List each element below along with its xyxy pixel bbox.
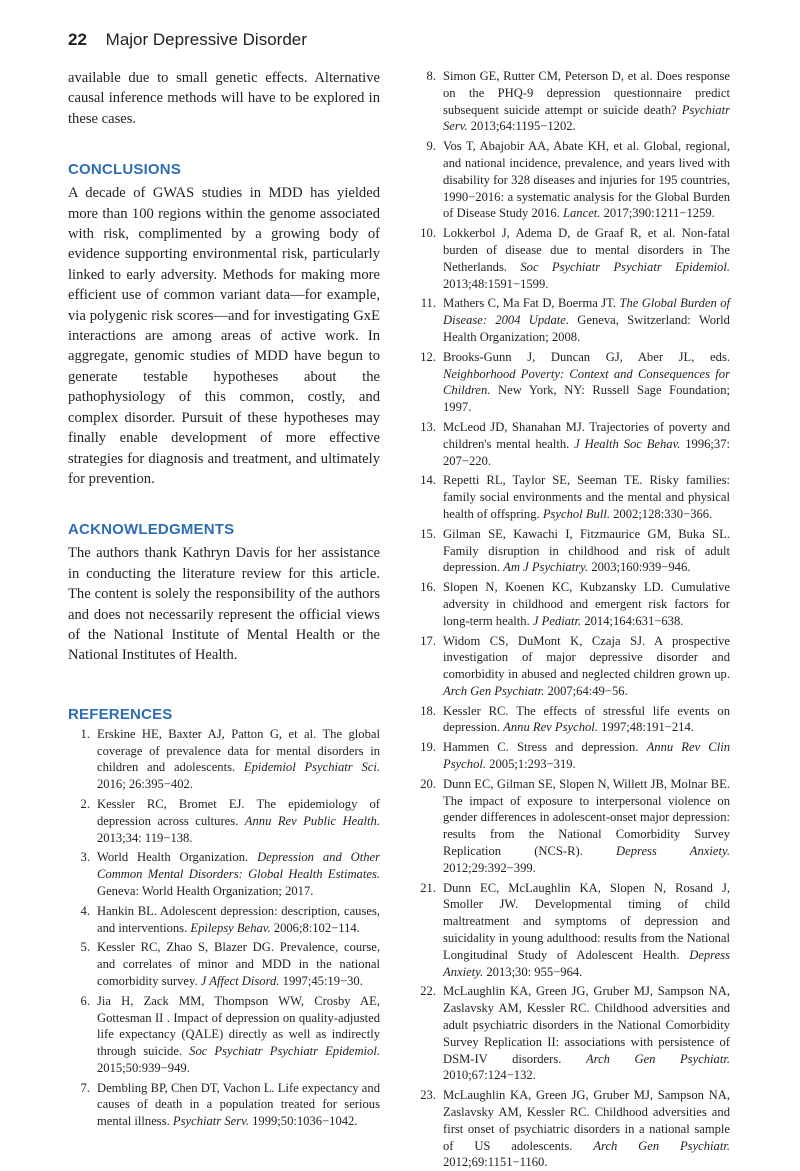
reference-text <box>97 849 380 899</box>
reference-item <box>416 983 730 1084</box>
reference-authors-title: Kessler RC, Zhao S, Blazer DG. Prevalence, course, and correlates of minor and MDD in the national comorbidity survey. <box>97 940 380 988</box>
reference-text <box>443 225 730 292</box>
reference-authors-title: Dunn EC, McLaughlin KA, Slopen N, Rosand J, Smoller JW. Developmental timing of child maltreatment and symptoms of depression and suicidality in young adulthood: results from the National Longitudinal Study of Adolescent Health. <box>443 880 730 962</box>
reference-number: 22. <box>420 984 436 999</box>
reference-text <box>443 983 730 1084</box>
reference-number: 2. <box>80 796 90 811</box>
reference-authors-title: Kessler RC. The effects of stressful life events on depression. <box>443 703 730 735</box>
reference-item <box>416 349 730 416</box>
reference-citation: 2002;128:330−366. <box>613 506 713 521</box>
references-list-left <box>68 726 380 1130</box>
reference-journal: Depression and Other Common Mental Disorders: Global Health Estimates. <box>97 850 380 882</box>
reference-citation: 2012;29:392−399. <box>443 860 536 875</box>
reference-number: 20. <box>420 776 436 791</box>
reference-text <box>443 739 730 773</box>
reference-citation: 2003;160:939−946. <box>591 560 691 575</box>
reference-text <box>443 633 730 700</box>
reference-number: 13. <box>420 419 436 434</box>
reference-journal: Psychiatr Serv. <box>172 1114 249 1129</box>
reference-text <box>97 903 380 937</box>
reference-number: 12. <box>420 349 436 364</box>
reference-citation: Geneva: World Health Organization; 2017. <box>97 883 314 898</box>
reference-text <box>443 419 730 469</box>
reference-number: 11. <box>420 296 436 311</box>
reference-text <box>443 526 730 576</box>
reference-number: 19. <box>420 740 436 755</box>
acknowledgments-text: The authors thank Kathryn Davis for her assistance in conducting the literature review for this article. The content is solely the responsibility of the authors and does not necessarily represent the official views of the National Institute of Mental Health or the National Institutes of Health. <box>68 545 380 664</box>
reference-authors-title: Dunn EC, Gilman SE, Slopen N, Willett JB, Molnar BE. The impact of exposure to interpersonal violence on gender differences in adolescent-onset major depression: results from the National Comorbidity Survey Replication (NCS-R). <box>443 776 730 859</box>
reference-text <box>443 703 730 737</box>
reference-number: 21. <box>420 880 436 895</box>
reference-text <box>443 295 730 345</box>
reference-journal: J Health Soc Behav. <box>574 436 681 451</box>
reference-text <box>97 1080 380 1130</box>
reference-authors-title: Hankin BL. Adolescent depression: description, causes, and interventions. <box>97 903 380 935</box>
reference-citation: 2016; 26:395−402. <box>97 777 193 792</box>
intro-fragment: available due to small genetic effects. Alternative causal inference methods will have to be explored in these cases. <box>68 70 380 127</box>
reference-number: 8. <box>426 69 436 83</box>
reference-number: 16. <box>420 580 436 595</box>
reference-journal: The Global Burden of Disease: 2004 Update. <box>443 296 730 328</box>
reference-item <box>416 68 730 135</box>
reference-item <box>416 739 730 773</box>
reference-journal: J Affect Disord. <box>200 973 280 988</box>
right-column <box>416 68 730 1171</box>
running-header <box>68 30 307 50</box>
reference-text <box>97 796 380 846</box>
reference-journal: Am J Psychiatry. <box>503 560 589 575</box>
reference-number: 17. <box>420 633 436 648</box>
reference-item <box>416 419 730 469</box>
reference-authors-title: Lokkerbol J, Adema D, de Graaf R, et al. Non-fatal burden of disease due to mental disorders in The Netherlands. <box>443 226 730 274</box>
reference-item <box>68 903 380 937</box>
reference-journal: Depress Anxiety. <box>616 844 730 859</box>
reference-item <box>416 526 730 576</box>
reference-number: 1. <box>80 726 90 741</box>
reference-authors-title: Widom CS, DuMont K, Czaja SJ. A prospective investigation of major depressive disorder and comorbidity in abused and neglected children grown up. <box>443 633 730 682</box>
reference-authors-title: Slopen N, Koenen KC, Kubzansky LD. Cumulative adversity in childhood and emergent risk factors for long-term health. <box>443 580 730 628</box>
reference-citation: 2013;48:1591−1599. <box>443 276 549 291</box>
reference-journal: Depress Anxiety. <box>443 947 730 979</box>
reference-item <box>68 939 380 989</box>
reference-number: 7. <box>80 1080 90 1095</box>
reference-item <box>68 849 380 899</box>
page-number: 22 <box>68 30 87 49</box>
reference-item <box>416 880 730 981</box>
reference-citation: 1996;37: 207−220. <box>443 436 730 468</box>
reference-citation: 2013;34: 119−138. <box>97 830 193 845</box>
reference-number: 10. <box>420 226 436 241</box>
reference-number: 15. <box>420 526 436 541</box>
reference-authors-title: Simon GE, Rutter CM, Peterson D, et al. Does response on the PHQ-9 depression questionnaire predict subsequent suicide attempt or suicide death? <box>443 69 730 117</box>
reference-item <box>416 703 730 737</box>
left-column <box>68 68 380 1130</box>
reference-authors-title: McLeod JD, Shanahan MJ. Trajectories of poverty and children's mental health. <box>443 419 730 451</box>
reference-text <box>443 68 730 135</box>
reference-item <box>416 776 730 877</box>
reference-journal: Psychol Bull. <box>542 506 610 521</box>
reference-number: 6. <box>80 993 90 1008</box>
reference-citation: 2013;30: 955−964. <box>486 964 583 979</box>
reference-journal: Arch Gen Psychiatr. <box>443 683 545 698</box>
reference-citation: 2013;64:1195−1202. <box>470 119 576 134</box>
reference-citation: 1997;48:191−214. <box>601 720 694 735</box>
reference-citation: New York, NY: Russell Sage Foundation; 1997. <box>443 383 730 415</box>
reference-authors-title: Kessler RC, Bromet EJ. The epidemiology of depression across cultures. <box>97 796 380 828</box>
acknowledgments-heading: ACKNOWLEDGMENTS <box>68 521 235 539</box>
conclusions-heading: CONCLUSIONS <box>68 161 182 179</box>
reference-item <box>68 796 380 846</box>
reference-journal: J Pediatr. <box>532 613 582 628</box>
reference-citation: 2010;67:124−132. <box>443 1068 536 1083</box>
reference-authors-title: Dembling BP, Chen DT, Vachon L. Life expectancy and causes of death in a population treated for serious mental illness. <box>97 1080 380 1129</box>
reference-citation: 2007;64:49−56. <box>547 683 628 698</box>
reference-item <box>416 225 730 292</box>
reference-text <box>97 726 380 793</box>
reference-journal: Arch Gen Psychiatr. <box>593 1138 730 1153</box>
conclusions-text: A decade of GWAS studies in MDD has yielded more than 100 regions within the genome associated with risk, complimented by a growing body of evidence supporting environmental risk, particularly linked to early adversity. Methods for making more efficient use of common variant data—for example, via polygenic risk scores—and for investigating GxE interactions are among areas of active work. In aggregate, genomic studies of MDD have begun to generate testable hypotheses about the pathophysiology of this common, costly, and complex disorder. Pursuit of these hypotheses may finally enable development of more effective strategies for diagnosis and treatment, and ultimately for prevention. <box>68 185 380 487</box>
references-heading: REFERENCES <box>68 705 173 723</box>
reference-text <box>443 472 730 522</box>
reference-journal: Neighborhood Poverty: Context and Consequences for Children. <box>443 366 730 398</box>
reference-number: 5. <box>80 940 90 955</box>
reference-authors-title: Erskine HE, Baxter AJ, Patton G, et al. The global coverage of prevalence data for mental disorders in children and adolescents. <box>97 726 380 775</box>
reference-text <box>443 579 730 629</box>
reference-authors-title: Jia H, Zack MM, Thompson WW, Crosby AE, Gottesman II . Impact of depression on quality-adjusted life expectancy (QALE) directly as well as indirectly through suicide. <box>97 993 380 1059</box>
reference-number: 9. <box>426 139 436 154</box>
reference-text <box>443 776 730 877</box>
reference-citation: 2015;50:939−949. <box>97 1060 190 1075</box>
reference-text <box>443 880 730 981</box>
reference-authors-title: Repetti RL, Taylor SE, Seeman TE. Risky families: family social environments and the mental and physical health of offspring. <box>443 473 730 521</box>
reference-authors-title: Hammen C. Stress and depression. <box>443 740 639 755</box>
reference-citation: Geneva, Switzerland: World Health Organization; 2008. <box>443 313 730 344</box>
reference-number: 18. <box>420 703 436 718</box>
reference-text <box>97 939 380 989</box>
reference-citation: 2005;1:293−319. <box>489 757 576 772</box>
reference-journal: Soc Psychiatr Psychiatr Epidemiol. <box>520 259 730 274</box>
reference-citation: 2014;164:631−638. <box>584 613 684 628</box>
reference-item <box>416 579 730 629</box>
reference-journal: Lancet. <box>563 206 601 221</box>
reference-journal: Epilepsy Behav. <box>190 920 271 935</box>
reference-item <box>416 1087 730 1171</box>
reference-citation: 1999;50:1036−1042. <box>252 1114 358 1129</box>
reference-journal: Annu Rev Clin Psychol. <box>443 740 730 772</box>
reference-citation: 2012;69:1151−1160. <box>443 1155 548 1170</box>
reference-journal: Annu Rev Public Health. <box>244 813 380 828</box>
reference-number: 4. <box>80 903 90 918</box>
reference-journal: Soc Psychiatr Psychiatr Epidemiol. <box>189 1044 380 1059</box>
reference-item <box>416 138 730 222</box>
reference-item <box>416 472 730 522</box>
reference-authors-title: World Health Organization. <box>97 850 249 865</box>
reference-number: 3. <box>80 850 90 865</box>
reference-authors-title: Mathers C, Ma Fat D, Boerma JT. <box>443 296 617 311</box>
reference-item <box>68 726 380 793</box>
reference-journal: Annu Rev Psychol. <box>503 720 598 735</box>
reference-item <box>68 1080 380 1130</box>
reference-text <box>443 138 730 222</box>
reference-text <box>443 349 730 416</box>
reference-text <box>443 1087 730 1171</box>
reference-authors-title: Vos T, Abajobir AA, Abate KH, et al. Global, regional, and national incidence, prevalence, and years lived with disability for 328 diseases and injuries for 195 countries, 1990−2016: a systematic analysis for the Global Burden of Disease Study 2016. <box>443 139 730 221</box>
reference-journal: Psychiatr Serv. <box>443 102 730 134</box>
reference-item <box>416 295 730 345</box>
reference-item <box>416 633 730 700</box>
references-list-right <box>416 68 730 1171</box>
reference-number: 14. <box>420 473 436 488</box>
reference-number: 23. <box>420 1088 436 1103</box>
reference-authors-title: Gilman SE, Kawachi I, Fitzmaurice GM, Buka SL. Family disruption in childhood and risk of adult depression. <box>443 526 730 575</box>
reference-journal: Epidemiol Psychiatr Sci. <box>243 760 380 775</box>
reference-authors-title: Brooks-Gunn J, Duncan GJ, Aber JL, eds. <box>443 349 730 364</box>
reference-journal: Arch Gen Psychiatr. <box>585 1051 730 1066</box>
reference-text <box>97 993 380 1077</box>
running-title: Major Depressive Disorder <box>105 30 307 49</box>
reference-authors-title: McLaughlin KA, Green JG, Gruber MJ, Sampson NA, Zaslavsky AM, Kessler RC. Childhood adversities and first onset of psychiatric disorders in a national sample of US adolescents. <box>443 1088 730 1153</box>
reference-item <box>68 993 380 1077</box>
reference-citation: 2006;8:102−114. <box>273 920 360 935</box>
reference-citation: 1997;45:19−30. <box>282 973 363 988</box>
reference-citation: 2017;390:1211−1259. <box>603 206 715 221</box>
reference-authors-title: McLaughlin KA, Green JG, Gruber MJ, Sampson NA, Zaslavsky AM, Kessler RC. Childhood adversities and adult psychiatric disorders in the National Comorbidity Survey Replication II: associations with persistence of DSM-IV disorders. <box>443 984 730 1066</box>
